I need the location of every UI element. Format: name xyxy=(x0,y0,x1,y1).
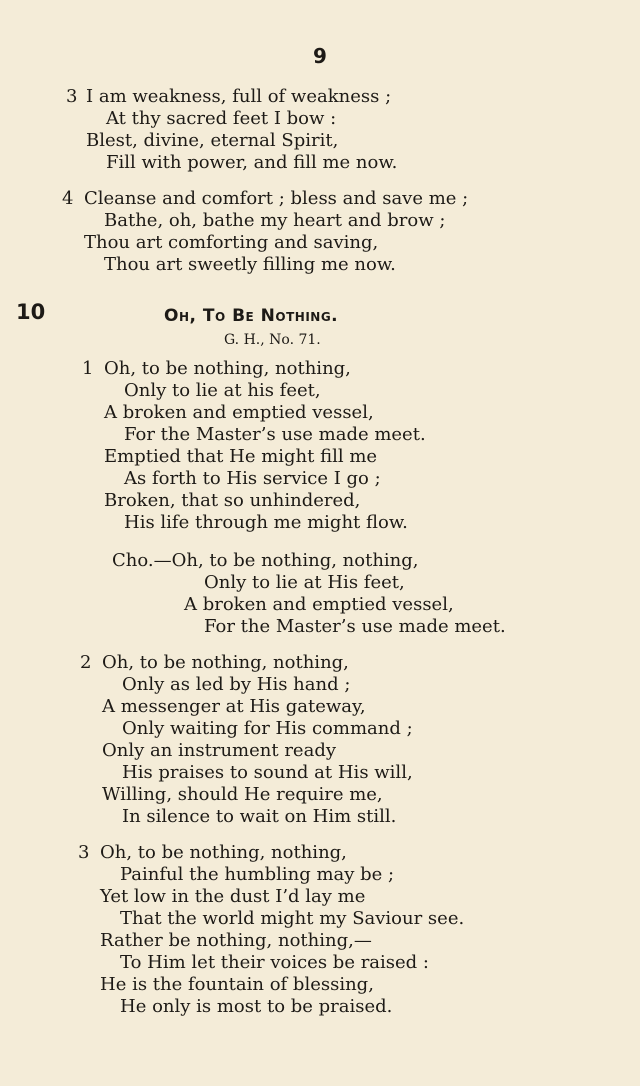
verse-line: Rather be nothing, nothing,— xyxy=(100,930,372,951)
chorus-line: For the Master’s use made meet. xyxy=(204,616,506,637)
page-number: 9 xyxy=(313,44,327,68)
verse-line: Oh, to be nothing, nothing, xyxy=(104,358,351,379)
verse-line: At thy sacred feet I bow : xyxy=(106,108,337,129)
chorus-line: A broken and emptied vessel, xyxy=(184,594,454,615)
verse-number: 3 xyxy=(66,86,78,107)
hymn-title: Oh, To Be Nothing. xyxy=(164,306,339,326)
verse-line: Thou art comforting and saving, xyxy=(84,232,379,253)
verse-line: His life through me might flow. xyxy=(124,512,408,533)
hymn-number: 10 xyxy=(16,300,46,324)
verse-line: To Him let their voices be raised : xyxy=(120,952,429,973)
chorus-line: Cho.—Oh, to be nothing, nothing, xyxy=(112,550,419,571)
verse-line: Oh, to be nothing, nothing, xyxy=(102,652,349,673)
verse-line: Cleanse and comfort ; bless and save me ; xyxy=(84,188,469,209)
hymn-reference: G. H., No. 71. xyxy=(224,332,321,348)
verse-number: 2 xyxy=(80,652,92,673)
verse-number: 3 xyxy=(78,842,90,863)
verse-number: 4 xyxy=(62,188,74,209)
chorus-line: Only to lie at His feet, xyxy=(204,572,405,593)
verse-line: Only waiting for His command ; xyxy=(122,718,413,739)
verse-line: Oh, to be nothing, nothing, xyxy=(100,842,347,863)
verse-line: I am weakness, full of weakness ; xyxy=(86,86,392,107)
verse-line: Blest, divine, eternal Spirit, xyxy=(86,130,339,151)
verse-line: Thou art sweetly filling me now. xyxy=(104,254,396,275)
verse-line: Only as led by His hand ; xyxy=(122,674,351,695)
verse-line: Only an instrument ready xyxy=(102,740,337,761)
verse-line: That the world might my Saviour see. xyxy=(120,908,465,929)
verse-line: For the Master’s use made meet. xyxy=(124,424,426,445)
verse-line: In silence to wait on Him still. xyxy=(122,806,397,827)
verse-line: Broken, that so unhindered, xyxy=(104,490,361,511)
verse-line: His praises to sound at His will, xyxy=(122,762,413,783)
verse-line: Yet low in the dust I’d lay me xyxy=(100,886,366,907)
verse-line: Fill with power, and fill me now. xyxy=(106,152,398,173)
verse-line: He only is most to be praised. xyxy=(120,996,393,1017)
verse-line: A messenger at His gateway, xyxy=(102,696,366,717)
verse-line: A broken and emptied vessel, xyxy=(104,402,374,423)
verse-line: Willing, should He require me, xyxy=(102,784,383,805)
verse-line: Emptied that He might fill me xyxy=(104,446,378,467)
verse-line: Painful the humbling may be ; xyxy=(120,864,395,885)
verse-line: He is the fountain of blessing, xyxy=(100,974,374,995)
verse-line: Bathe, oh, bathe my heart and brow ; xyxy=(104,210,446,231)
verse-line: As forth to His service I go ; xyxy=(124,468,381,489)
verse-number: 1 xyxy=(82,358,94,379)
verse-line: Only to lie at his feet, xyxy=(124,380,321,401)
